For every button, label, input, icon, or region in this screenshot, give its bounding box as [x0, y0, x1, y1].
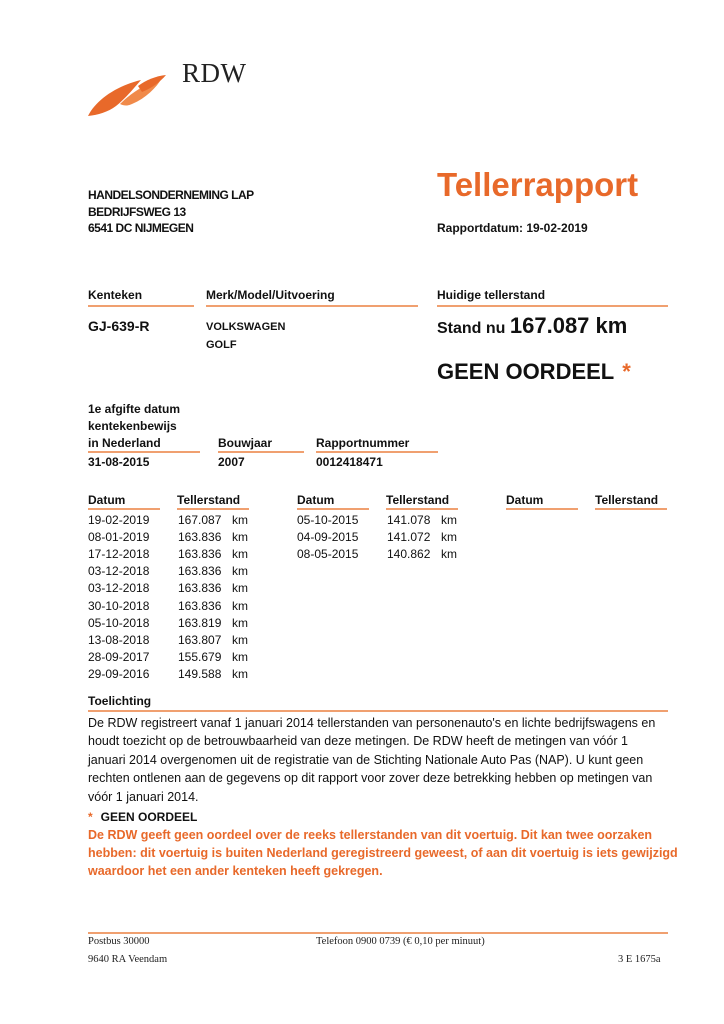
odometer-row-unit: km	[232, 666, 248, 681]
odometer-row-unit: km	[441, 530, 457, 545]
merk-label: Merk/Model/Uitvoering	[206, 288, 335, 302]
huidig-label: Huidige tellerstand	[437, 288, 546, 302]
footer-divider	[88, 932, 668, 934]
afgifte-label2: kentekenbewijs	[88, 419, 177, 433]
odometer-row-date: 03-12-2018	[88, 581, 150, 596]
odometer-row-unit: km	[232, 564, 248, 579]
divider	[506, 508, 578, 510]
address-line3: 6541 DC NIJMEGEN	[88, 221, 194, 235]
odometer-row-date: 29-09-2016	[88, 666, 150, 681]
odometer-row-unit: km	[232, 581, 248, 596]
divider	[316, 451, 438, 453]
divider	[297, 508, 369, 510]
stand-prefix: Stand nu	[437, 320, 506, 337]
odometer-row-value: 163.807	[178, 632, 222, 647]
divider	[88, 710, 668, 712]
col-stand-2: Tellerstand	[386, 493, 450, 507]
odometer-row-value: 163.836	[178, 564, 222, 579]
odometer-row-unit: km	[232, 547, 248, 562]
footer-postbus: Postbus 30000	[88, 936, 150, 947]
divider	[206, 305, 418, 307]
odometer-row-unit: km	[232, 513, 248, 527]
odometer-row-value: 163.836	[178, 547, 222, 562]
odometer-row-date: 19-02-2019	[88, 513, 150, 527]
col-stand-1: Tellerstand	[177, 493, 241, 507]
odometer-row-value: 155.679	[178, 649, 222, 664]
odometer-row-unit: km	[441, 513, 457, 527]
col-datum-3: Datum	[506, 493, 544, 507]
odometer-row-unit: km	[441, 547, 457, 562]
odometer-row-date: 13-08-2018	[88, 632, 150, 647]
toelichting-title: Toelichting	[88, 694, 152, 708]
odometer-row-date: 05-10-2015	[297, 513, 359, 527]
odometer-row-unit: km	[232, 649, 248, 664]
odometer-row-unit: km	[232, 615, 248, 630]
odometer-row-date: 17-12-2018	[88, 547, 150, 562]
kenteken-label: Kenteken	[88, 288, 143, 302]
footer-phone: Telefoon 0900 0739 (€ 0,10 per minuut)	[316, 936, 485, 947]
afgifte-label1: 1e afgifte datum	[88, 402, 181, 416]
report-title: Tellerrapport	[437, 166, 639, 203]
odometer-row-value: 141.072	[387, 530, 431, 545]
oordeel-text: GEEN OORDEEL	[437, 359, 615, 384]
odometer-row-unit: km	[232, 530, 248, 545]
report-date: Rapportdatum: 19-02-2019	[437, 221, 588, 235]
divider	[595, 508, 667, 510]
stand-value: 167.087 km	[509, 313, 628, 338]
odometer-row-value: 163.836	[178, 598, 222, 613]
bouwjaar-value: 2007	[218, 455, 245, 469]
odometer-row-value: 163.819	[178, 615, 222, 630]
odometer-row-date: 04-09-2015	[297, 530, 359, 545]
geen-oordeel-text: De RDW geeft geen oordeel over de reeks tellerstanden van dit voertuig. Dit kan twee oorzaken hebben: dit voertuig is buiten Nederland geregistreerd geweest, of aan dit voertuig is iets gewijzigd waardoor het een ander kenteken heeft gekregen.	[88, 828, 678, 878]
odometer-row-value: 141.078	[387, 513, 431, 527]
col-stand-3: Tellerstand	[595, 493, 659, 507]
rapportnr-value: 0012418471	[316, 455, 383, 469]
odometer-row-date: 30-10-2018	[88, 598, 150, 613]
divider	[88, 451, 200, 453]
geen-oordeel-label: GEEN OORDEEL	[100, 810, 198, 824]
divider	[177, 508, 249, 510]
merk-line2: GOLF	[206, 339, 237, 351]
footer-city: 9640 RA Veendam	[88, 954, 168, 965]
odometer-row-date: 05-10-2018	[88, 615, 150, 630]
odometer-row-date: 03-12-2018	[88, 564, 150, 579]
rapportnr-label: Rapportnummer	[316, 436, 410, 450]
address-line2: BEDRIJFSWEG 13	[88, 205, 186, 219]
oordeel-status	[437, 359, 631, 385]
kenteken-value: GJ-639-R	[88, 318, 150, 334]
merk-line1: VOLKSWAGEN	[206, 321, 286, 333]
afgifte-value: 31-08-2015	[88, 455, 150, 469]
odometer-row-value: 149.588	[178, 666, 222, 681]
asterisk-icon: *	[622, 359, 631, 384]
odometer-row-value: 163.836	[178, 581, 222, 596]
asterisk-icon: *	[88, 810, 93, 824]
stand-nu	[437, 313, 627, 339]
bouwjaar-label: Bouwjaar	[218, 436, 273, 450]
odometer-row-unit: km	[232, 598, 248, 613]
odometer-row-unit: km	[232, 632, 248, 647]
odometer-row-date: 08-01-2019	[88, 530, 150, 545]
geen-oordeel-title	[88, 810, 197, 824]
divider	[437, 305, 668, 307]
odometer-row-value: 140.862	[387, 547, 431, 562]
col-datum-2: Datum	[297, 493, 335, 507]
logo-text: RDW	[182, 58, 247, 88]
divider	[88, 305, 194, 307]
divider	[386, 508, 458, 510]
footer-code: 3 E 1675a	[618, 954, 661, 965]
toelichting-text: De RDW registreert vanaf 1 januari 2014 tellerstanden van personenauto's en lichte bedrijfswagens en houdt toezicht op de betrouwbaarheid van deze metingen. De RDW heeft de metingen van vóór 1 januari 2014 overgenomen uit de registratie van de Stichting Nationale Auto Pas (NAP). U kunt geen rechten ontlenen aan de gegevens op dit rapport voor zover deze betrekking hebben op metingen van vóór 1 januari 2014.	[88, 716, 656, 804]
rdw-logo-icon	[86, 70, 172, 120]
divider	[218, 451, 304, 453]
col-datum-1: Datum	[88, 493, 126, 507]
odometer-row-date: 08-05-2015	[297, 547, 359, 562]
odometer-row-value: 163.836	[178, 530, 222, 545]
afgifte-label3: in Nederland	[88, 436, 161, 450]
odometer-row-date: 28-09-2017	[88, 649, 150, 664]
odometer-row-value: 167.087	[178, 513, 222, 527]
address-line1: HANDELSONDERNEMING LAP	[88, 188, 254, 202]
divider	[88, 508, 160, 510]
